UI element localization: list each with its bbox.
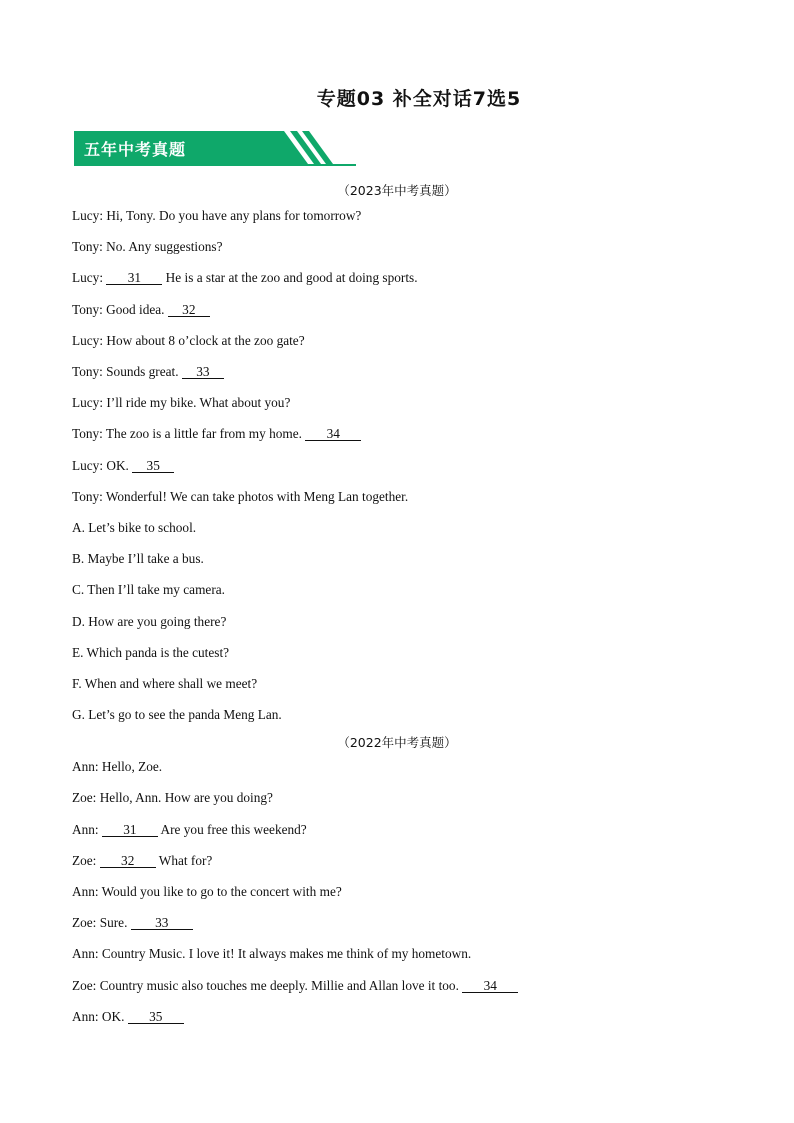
answer-blank[interactable]: 31 (102, 823, 158, 837)
banner-underline (74, 164, 356, 166)
dialogue-line: Zoe: 32 What for? (72, 853, 213, 868)
banner-label: 五年中考真题 (84, 140, 187, 159)
answer-blank[interactable]: 34 (305, 427, 361, 441)
answer-blank[interactable]: 32 (168, 303, 210, 317)
option-c: C. Then I’ll take my camera. (72, 582, 225, 597)
dialogue-line: Lucy: Hi, Tony. Do you have any plans for tomorrow? (72, 208, 362, 223)
dialogue-line: Lucy: How about 8 o’clock at the zoo gate? (72, 333, 305, 348)
dialogue-line: Zoe: Hello, Ann. How are you doing? (72, 790, 273, 805)
option-d: D. How are you going there? (72, 614, 227, 629)
dialogue-line: Lucy: 31 He is a star at the zoo and good at doing sports. (72, 270, 418, 285)
answer-blank[interactable]: 34 (462, 979, 518, 993)
option-e: E. Which panda is the cutest? (72, 645, 230, 660)
answer-blank[interactable]: 33 (182, 365, 224, 379)
option-a: A. Let’s bike to school. (72, 520, 197, 535)
dialogue-line: Ann: 31 Are you free this weekend? (72, 822, 307, 837)
dialogue-line: Zoe: Sure. 33 (72, 915, 193, 931)
option-g: G. Let’s go to see the panda Meng Lan. (72, 707, 282, 722)
answer-blank[interactable]: 31 (106, 271, 162, 285)
dialogue-line: Lucy: OK. 35 (72, 458, 174, 474)
dialogue-line: Tony: No. Any suggestions? (72, 239, 223, 254)
option-f: F. When and where shall we meet? (72, 676, 258, 691)
answer-blank[interactable]: 35 (128, 1010, 184, 1024)
dialogue-line: Ann: Country Music. I love it! It always makes me think of my hometown. (72, 946, 472, 961)
dialogue-line: Lucy: I’ll ride my bike. What about you? (72, 395, 291, 410)
answer-blank[interactable]: 35 (132, 459, 174, 473)
dialogue-line: Tony: Sounds great. 33 (72, 364, 224, 380)
dialogue-line: Ann: OK. 35 (72, 1009, 184, 1025)
section-banner (74, 131, 356, 166)
section2-caption: （2022年中考真题） (337, 735, 457, 750)
dialogue-line: Tony: Good idea. 32 (72, 302, 210, 318)
answer-blank[interactable]: 33 (131, 916, 193, 930)
dialogue-line: Ann: Would you like to go to the concert with me? (72, 884, 342, 899)
page-title: 专题03 补全对话7选5 (316, 88, 522, 110)
dialogue-line: Tony: Wonderful! We can take photos with Meng Lan together. (72, 489, 409, 504)
banner-stripes (264, 131, 334, 164)
dialogue-line: Zoe: Country music also touches me deeply. Millie and Allan love it too. 34 (72, 978, 518, 994)
dialogue-line: Ann: Hello, Zoe. (72, 759, 163, 774)
dialogue-line: Tony: The zoo is a little far from my home. 34 (72, 426, 361, 442)
answer-blank[interactable]: 32 (100, 854, 156, 868)
option-b: B. Maybe I’ll take a bus. (72, 551, 204, 566)
section1-caption: （2023年中考真题） (337, 183, 457, 198)
